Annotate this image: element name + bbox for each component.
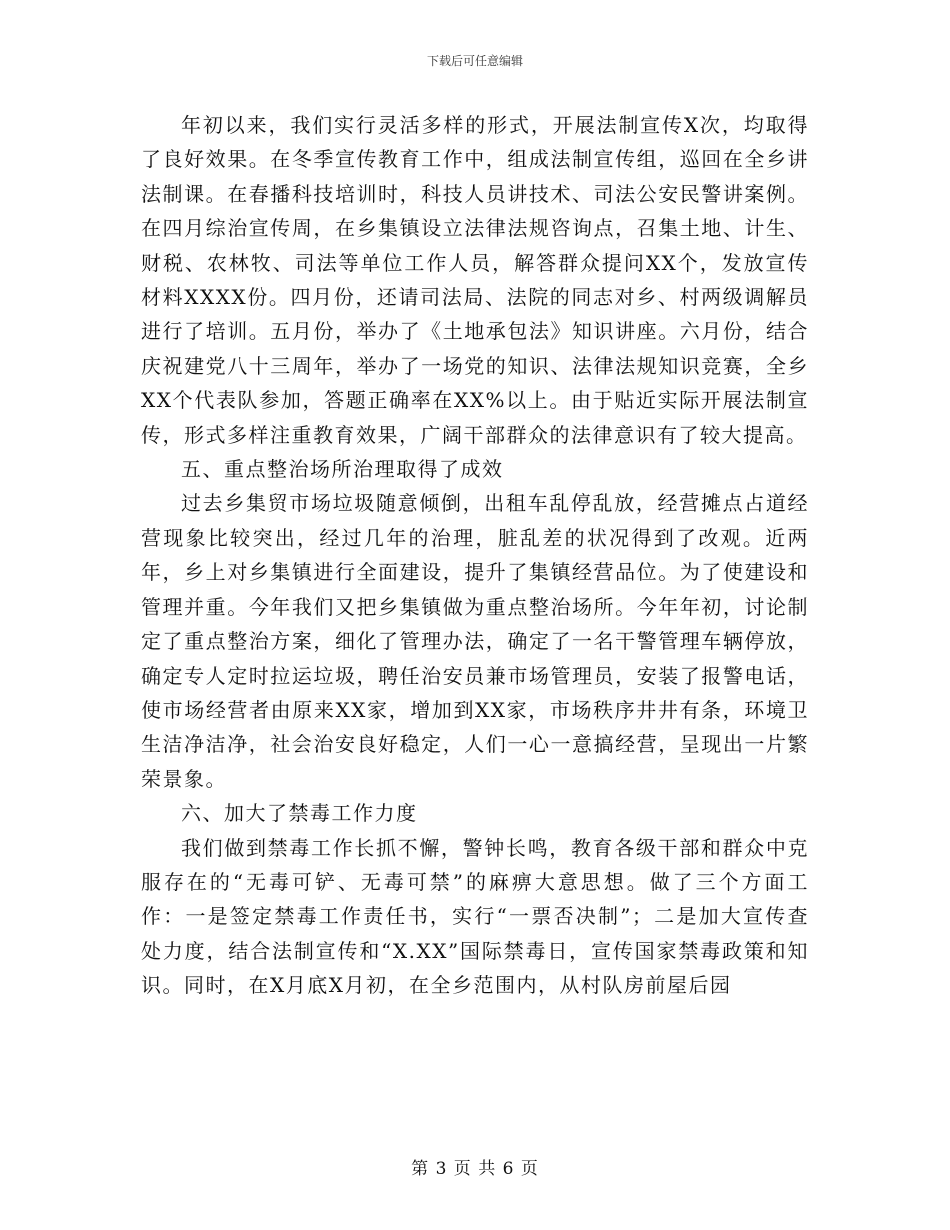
document-body: [141, 108, 809, 1003]
page-number: 第 3 页 共 6 页: [411, 1159, 539, 1179]
paragraph-market-rectification: 过去乡集贸市场垃圾随意倾倒，出租车乱停乱放，经营摊点占道经营现象比较突出，经过几年的治理，脏乱差的状况得到了改观。近两年，乡上对乡集镇进行全面建设，提升了集镇经营品位。为了使建设和管理并重。今年我们又把乡集镇做为重点整治场所。今年年初，讨论制定了重点整治方案，细化了管理办法，确定了一名干警管理车辆停放，确定专人定时拉运垃圾，聘任治安员兼市场管理员，安装了报警电话，使市场经营者由原来XX家，增加到XX家，市场秩序井井有条，环境卫生洁净洁净，社会治安良好稳定，人们一心一意搞经营，呈现出一片繁荣景象。: [141, 491, 809, 791]
section-heading-6: 六、加大了禁毒工作力度: [181, 801, 418, 826]
paragraph-legal-publicity: 年初以来，我们实行灵活多样的形式，开展法制宣传X次，均取得了良好效果。在冬季宣传教育工作中，组成法制宣传组，巡回在全乡讲法制课。在春播科技培训时，科技人员讲技术、司法公安民警讲案例。在四月综治宣传周，在乡集镇设立法律法规咨询点，召集土地、计生、财税、农林牧、司法等单位工作人员，解答群众提问XX个，发放宣传材料XXXX份。四月份，还请司法局、法院的同志对乡、村两级调解员进行了培训。五月份，举办了《土地承包法》知识讲座。六月份，结合庆祝建党八十三周年，举办了一场党的知识、法律法规知识竞赛，全乡XX个代表队参加，答题正确率在XX%以上。由于贴近实际开展法制宣传，形式多样注重教育效果，广阔干部群众的法律意识有了较大提高。: [141, 113, 809, 447]
section-heading-5: 五、重点整治场所治理取得了成效: [181, 457, 504, 482]
paragraph-anti-drug: 我们做到禁毒工作长抓不懈，警钟长鸣，教育各级干部和群众中克服存在的“无毒可铲、无毒可禁”的麻痹大意思想。做了三个方面工作：一是签定禁毒工作责任书，实行“一票否决制”；二是加大宣传查处力度，结合法制宣传和“X.XX”国际禁毒日，宣传国家禁毒政策和知识。同时，在X月底X月初，在全乡范围内，从村队房前屋后园: [141, 835, 809, 998]
page-header-note: 下载后可任意编辑: [426, 54, 523, 68]
